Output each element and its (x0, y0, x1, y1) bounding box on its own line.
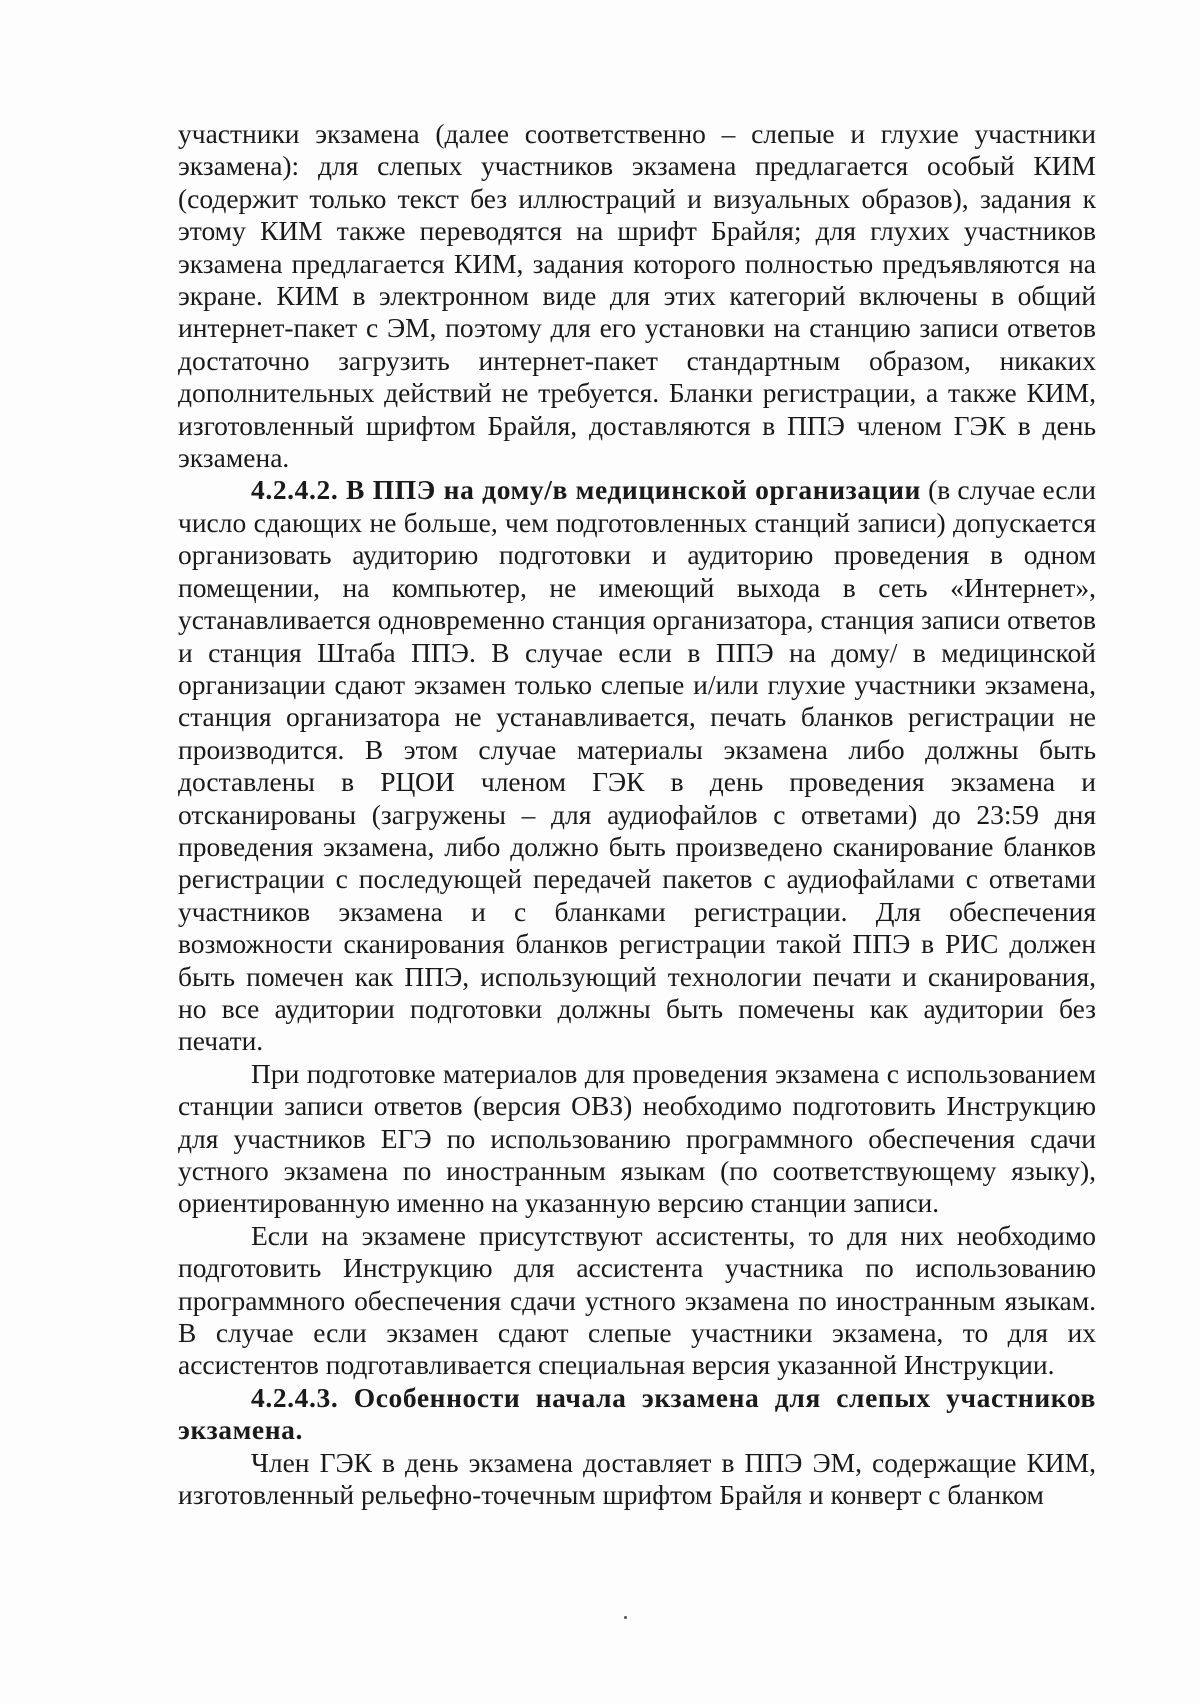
paragraph-continuation (178, 118, 1096, 474)
paragraph-gek-delivery (178, 1447, 1096, 1512)
section-heading-4-2-4-2: 4.2.4.2. В ППЭ на дому/в медицинской организации (251, 474, 922, 506)
section-4-2-4-2 (178, 474, 1096, 1057)
paragraph-instruction-participants (178, 1058, 1096, 1220)
section-heading-4-2-4-3: 4.2.4.3. Особенности начала экзамена для слепых участников экзамена. (178, 1381, 1096, 1446)
paragraph-text: участники экзамена (далее соответственно – слепые и глухие участники экзамена): для слепых участников экзамена предлагается особый КИМ (содержит только текст без иллюстраций и визуальных образов), задания к этому КИМ также переводятся на шрифт Брайля; для глухих участников экзамена предлагается КИМ, задания которого полностью предъявляются на экране. КИМ в электронном виде для этих категорий включены в общий интернет-пакет с ЭМ, поэтому для его установки на станцию записи ответов достаточно загрузить интернет-пакет стандартным образом, никаких дополнительных действий не требуется. Бланки регистрации, а также КИМ, изготовленный шрифтом Брайля, доставляются в ППЭ членом ГЭК в день экзамена. (178, 118, 1096, 474)
paragraph-text: Если на экзамене присутствуют ассистенты, то для них необходимо подготовить Инструкцию для ассистента участника по использованию программного обеспечения сдачи устного экзамена по иностранным языкам. В случае если экзамен сдают слепые участники экзамена, то для их ассистентов подготавливается специальная версия указанной Инструкции. (178, 1219, 1096, 1381)
paragraph-instruction-assistants (178, 1220, 1096, 1382)
document-body (178, 118, 1096, 1511)
paragraph-text: При подготовке материалов для проведения экзамена с использованием станции записи ответов (версия ОВЗ) необходимо подготовить Инструкцию для участников ЕГЭ по использованию программного обеспечения сдачи устного экзамена по иностранным языкам (по соответствующему языку), ориентированную именно на указанную версию станции записи. (178, 1057, 1096, 1219)
section-4-2-4-3 (178, 1382, 1096, 1447)
paragraph-text: Член ГЭК в день экзамена доставляет в ППЭ ЭМ, содержащие КИМ, изготовленный рельефно-точечным шрифтом Брайля и конверт с бланком (178, 1446, 1096, 1511)
section-text-4-2-4-2: (в случае если число сдающих не больше, чем подготовленных станций записи) допускается организовать аудиторию подготовки и аудиторию проведения в одном помещении, на компьютер, не имеющий выхода в сеть «Интернет», устанавливается одновременно станция организатора, станция записи ответов и станция Штаба ППЭ. В случае если в ППЭ на дому/ в медицинской организации сдают экзамен только слепые и/или глухие участники экзамена, станция организатора не устанавливается, печать бланков регистрации не производится. В этом случае материалы экзамена либо должны быть доставлены в РЦОИ членом ГЭК в день проведения экзамена и отсканированы (загружены – для аудиофайлов с ответами) до 23:59 дня проведения экзамена, либо должно быть произведено сканирование бланков регистрации с последующей передачей пакетов с аудиофайлами с ответами участников экзамена и с бланками регистрации. Для обеспечения возможности сканирования бланков регистрации такой ППЭ в РИС должен быть помечен как ППЭ, использующий технологии печати и сканирования, но все аудитории подготовки должны быть помечены как аудитории без печати. (178, 474, 1097, 1057)
scan-speck (624, 1616, 627, 1619)
